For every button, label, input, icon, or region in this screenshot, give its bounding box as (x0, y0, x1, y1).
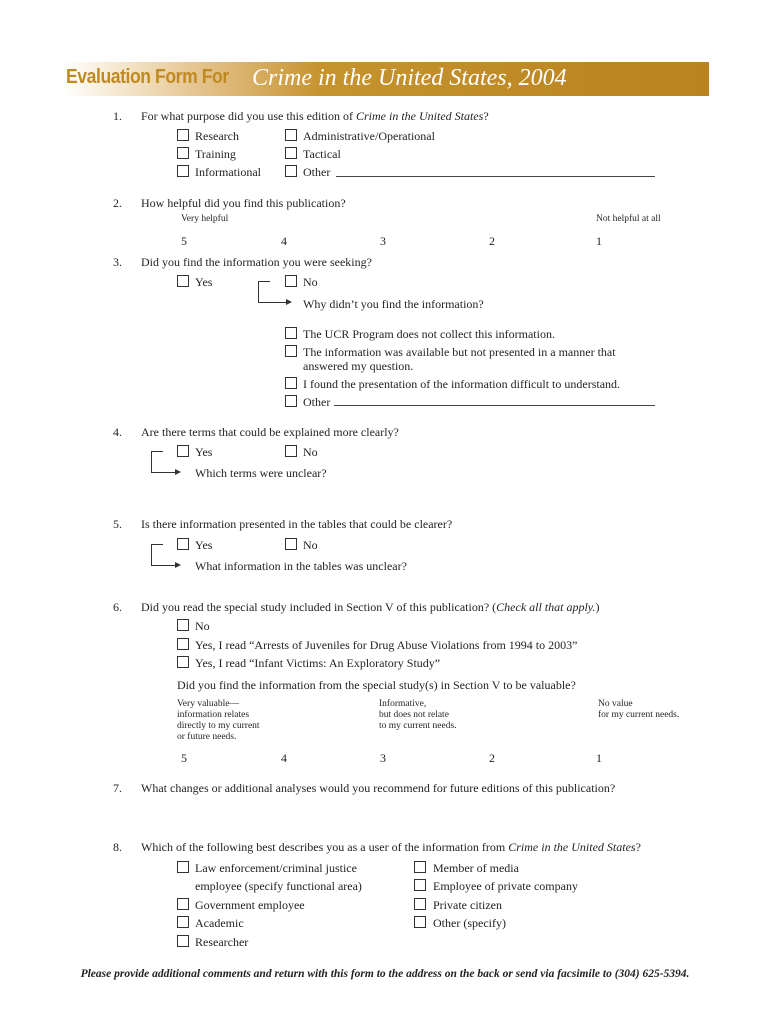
q3-question: Did you find the information you were seeking? (141, 255, 372, 269)
q2-scale-1[interactable]: 1 (596, 234, 602, 248)
q8-researcher-label: Researcher (195, 935, 249, 949)
q8-law-enforcement-label-cont: employee (specify functional area) (195, 879, 362, 893)
q3-yes-checkbox[interactable] (177, 275, 189, 287)
q3-reason-not-presented-checkbox[interactable] (285, 345, 297, 357)
q1-tactical-label: Tactical (303, 147, 341, 161)
q1-other-input-line[interactable] (336, 176, 655, 177)
q6-label-no-value-2: for my current needs. (598, 710, 680, 720)
q3-reason-other-checkbox[interactable] (285, 395, 297, 407)
q3-connector-top (258, 281, 270, 282)
q1-training-label: Training (195, 147, 236, 161)
q3-other-input-line[interactable] (334, 405, 655, 406)
q1-informational-label: Informational (195, 165, 261, 179)
q8-other-checkbox[interactable] (414, 916, 426, 928)
q3-reason-not-presented-label: The information was available but not presented in a manner that (303, 345, 616, 359)
footer-instructions: Please provide additional comments and return with this form to the address on the back or send via facsimile to (304) 625-5394. (80, 968, 690, 980)
q3-follow-up: Why didn’t you find the information? (303, 297, 484, 311)
q6-no-checkbox[interactable] (177, 619, 189, 631)
q3-no-label: No (303, 275, 318, 289)
q3-reason-not-collected-label: The UCR Program does not collect this information. (303, 327, 555, 341)
q8-private-citizen-label: Private citizen (433, 898, 502, 912)
q4-connector-top (151, 451, 163, 452)
q1-question: For what purpose did you use this edition of Crime in the United States? (141, 109, 489, 123)
q6-sub-question: Did you find the information from the special study(s) in Section V to be valuable? (177, 678, 576, 692)
q3-yes-label: Yes (195, 275, 213, 289)
q5-question: Is there information presented in the tables that could be clearer? (141, 517, 453, 531)
q7-number: 7. (113, 781, 122, 795)
q3-arrow-icon (286, 299, 292, 305)
q8-law-enforcement-label: Law enforcement/criminal justice (195, 861, 357, 875)
q1-training-checkbox[interactable] (177, 147, 189, 159)
q6-no-label: No (195, 619, 210, 633)
q8-government-checkbox[interactable] (177, 898, 189, 910)
q1-other-label: Other (303, 165, 331, 179)
q6-scale-5[interactable]: 5 (181, 751, 187, 765)
q6-scale-4[interactable]: 4 (281, 751, 287, 765)
q6-label-very-valuable-3: directly to my current (177, 721, 260, 731)
q1-other-checkbox[interactable] (285, 165, 297, 177)
q6-number: 6. (113, 600, 122, 614)
q3-connector-bottom (258, 302, 286, 303)
q3-reason-other-label: Other (303, 395, 331, 409)
q3-reason-not-presented-label-cont: answered my question. (303, 359, 414, 373)
q5-connector-top (151, 544, 163, 545)
q4-follow-up: Which terms were unclear? (195, 466, 327, 480)
q8-private-company-label: Employee of private company (433, 879, 578, 893)
q4-yes-label: Yes (195, 445, 213, 459)
q8-researcher-checkbox[interactable] (177, 935, 189, 947)
q6-question: Did you read the special study included in Section V of this publication? (Check all that apply.) (141, 600, 600, 614)
q8-question: Which of the following best describes you as a user of the information from Crime in the United States? (141, 840, 641, 854)
q6-juveniles-study-checkbox[interactable] (177, 638, 189, 650)
banner-title-prefix: Evaluation Form For (66, 66, 229, 88)
q8-law-enforcement-checkbox[interactable] (177, 861, 189, 873)
q4-arrow-icon (175, 469, 181, 475)
q6-label-very-valuable-1: Very valuable— (177, 699, 239, 709)
q4-number: 4. (113, 425, 122, 439)
q6-label-informative-2: but does not relate (379, 710, 449, 720)
q8-private-company-checkbox[interactable] (414, 879, 426, 891)
q6-scale-1[interactable]: 1 (596, 751, 602, 765)
q3-connector-vertical (258, 281, 259, 302)
q6-scale-2[interactable]: 2 (489, 751, 495, 765)
q4-no-label: No (303, 445, 318, 459)
q8-media-label: Member of media (433, 861, 519, 875)
q5-follow-up: What information in the tables was unclear? (195, 559, 407, 573)
q3-no-checkbox[interactable] (285, 275, 297, 287)
q6-label-very-valuable-2: information relates (177, 710, 250, 720)
q2-scale-5[interactable]: 5 (181, 234, 187, 248)
q8-academic-label: Academic (195, 916, 244, 930)
q6-juveniles-study-label: Yes, I read “Arrests of Juveniles for Drug Abuse Violations from 1994 to 2003” (195, 638, 578, 652)
q2-scale-4[interactable]: 4 (281, 234, 287, 248)
q1-administrative-checkbox[interactable] (285, 129, 297, 141)
q6-scale-3[interactable]: 3 (380, 751, 386, 765)
q2-question: How helpful did you find this publication? (141, 196, 346, 210)
q4-connector-bottom (151, 472, 175, 473)
q1-number: 1. (113, 109, 122, 123)
q1-administrative-label: Administrative/Operational (303, 129, 435, 143)
q4-yes-checkbox[interactable] (177, 445, 189, 457)
q7-question: What changes or additional analyses would you recommend for future editions of this publication? (141, 781, 616, 795)
q1-tactical-checkbox[interactable] (285, 147, 297, 159)
q6-infant-study-label: Yes, I read “Infant Victims: An Exploratory Study” (195, 656, 441, 670)
q1-informational-checkbox[interactable] (177, 165, 189, 177)
title-banner (62, 62, 709, 96)
q6-label-no-value-1: No value (598, 699, 633, 709)
q2-number: 2. (113, 196, 122, 210)
q4-connector-vertical (151, 451, 152, 472)
q2-scale-3[interactable]: 3 (380, 234, 386, 248)
q3-reason-difficult-checkbox[interactable] (285, 377, 297, 389)
q8-government-label: Government employee (195, 898, 305, 912)
q6-label-informative-1: Informative, (379, 699, 427, 709)
q5-connector-bottom (151, 565, 175, 566)
q1-research-checkbox[interactable] (177, 129, 189, 141)
q8-other-label: Other (specify) (433, 916, 506, 930)
q3-reason-difficult-label: I found the presentation of the information difficult to understand. (303, 377, 621, 391)
banner-title-publication: Crime in the United States, 2004 (252, 65, 567, 91)
q2-scale-low-label: Very helpful (181, 214, 229, 224)
q5-arrow-icon (175, 562, 181, 568)
q8-private-citizen-checkbox[interactable] (414, 898, 426, 910)
q6-label-informative-3: to my current needs. (379, 721, 457, 731)
q8-media-checkbox[interactable] (414, 861, 426, 873)
q5-no-checkbox[interactable] (285, 538, 297, 550)
q5-no-label: No (303, 538, 318, 552)
q5-yes-label: Yes (195, 538, 213, 552)
q6-label-very-valuable-4: or future needs. (177, 732, 237, 742)
q5-number: 5. (113, 517, 122, 531)
q8-number: 8. (113, 840, 122, 854)
q8-academic-checkbox[interactable] (177, 916, 189, 928)
q1-research-label: Research (195, 129, 239, 143)
q4-no-checkbox[interactable] (285, 445, 297, 457)
q5-connector-vertical (151, 544, 152, 565)
q3-reason-not-collected-checkbox[interactable] (285, 327, 297, 339)
q6-infant-study-checkbox[interactable] (177, 656, 189, 668)
q3-number: 3. (113, 255, 122, 269)
q2-scale-high-label: Not helpful at all (596, 214, 661, 224)
q5-yes-checkbox[interactable] (177, 538, 189, 550)
q2-scale-2[interactable]: 2 (489, 234, 495, 248)
q4-question: Are there terms that could be explained more clearly? (141, 425, 399, 439)
